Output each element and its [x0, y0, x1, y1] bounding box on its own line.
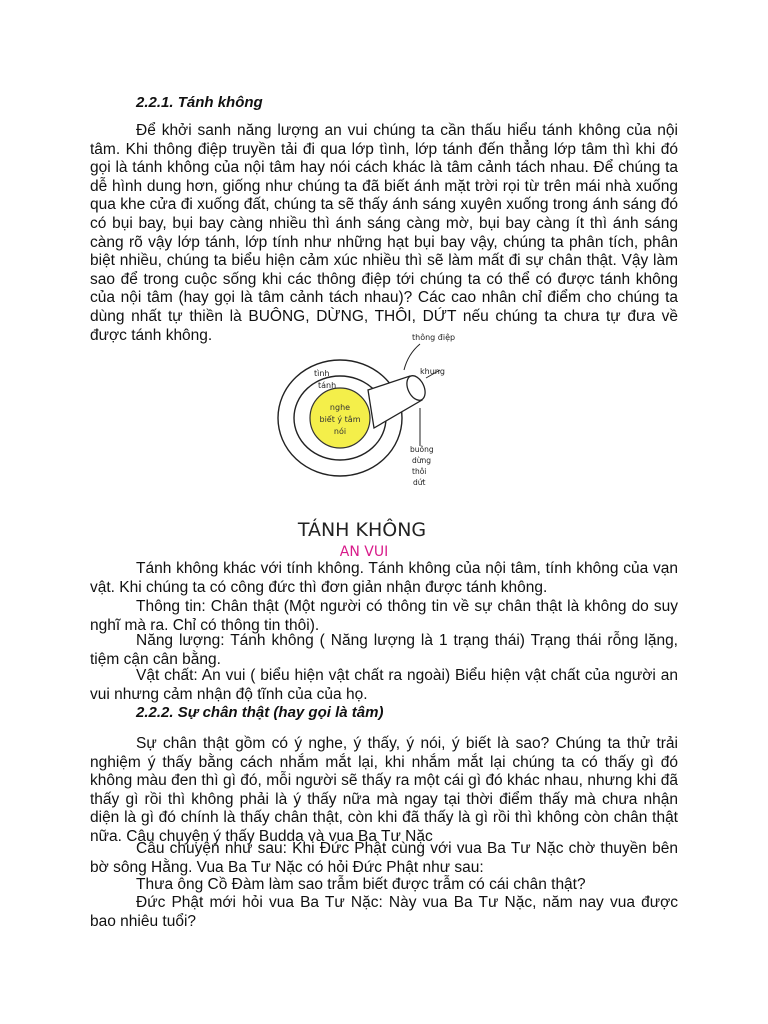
label-nghe: nghe — [329, 403, 351, 412]
label-thoi: thôi — [412, 467, 427, 476]
tanh-khong-diagram — [270, 318, 456, 568]
section-heading-tanh-khong: 2.2.1. Tánh không — [136, 94, 263, 111]
paragraph-duc-phat: Đức Phật mới hỏi vua Ba Tư Nặc: Này vua Ba Tư Nặc, năm nay vua được bao nhiêu tuổi? — [90, 894, 678, 930]
figure-title: TÁNH KHÔNG — [297, 519, 427, 541]
paragraph-thong-tin: Thông tin: Chân thật (Một người có thông tin về sự chân thật là không do suy nghĩ mà ra. Chỉ có thông tin thôi). — [90, 598, 678, 634]
label-thong-diep: thông điệp — [412, 333, 456, 342]
paragraph-cau-chuyen: Câu chuyện như sau: Khi Đức Phật cùng với vua Ba Tư Nặc chờ thuyền bên bờ sông Hằng. Vua Ba Tư Nặc có hỏi Đức Phật như sau: — [90, 840, 678, 876]
paragraph-thua-ong: Thưa ông Cồ Đàm làm sao trẫm biết được trẫm có cái chân thật? — [136, 876, 586, 893]
label-dut: dứt — [413, 478, 426, 487]
paragraph-tanh-khong-khac: Tánh không khác với tính không. Tánh không của nội tâm, tính không của vạn vật. Khi chúng ta có công đức thì đơn giản nhận được tánh không. — [90, 560, 678, 596]
paragraph-vat-chat: Vật chất: An vui ( biểu hiện vật chất ra ngoài) Biểu hiện vật chất của người an vui nhưng cảm nhận độ tĩnh của của họ. — [90, 667, 678, 703]
section-heading-su-chan-that: 2.2.2. Sự chân thật (hay gọi là tâm) — [136, 704, 384, 721]
paragraph-su-chan-that: Sự chân thật gồm có ý nghe, ý thấy, ý nói, ý biết là sao? Chúng ta thử trải nghiệm ý thấy bằng cách nhắm mắt lại, khi nhắm mắt lại chúng ta có thấy gì đó không màu đen thì gì đó, mỗi người sẽ thấy ra một cái gì đó khác nhau, nhưng khi đã thấy gì rồi thì không phải là ý thấy nữa mà ngay tại thời điểm thấy mà chưa nhận diện là gì đó chính là thấy chân thật, còn khi đã thấy là gì rồi thì không còn chân thật nữa. Câu chuyện ý thấy Budda và vua Ba Tư Nặc — [90, 735, 678, 845]
label-biet-y-tam: biết ý tâm — [319, 415, 361, 424]
label-tanh: tánh — [318, 381, 337, 390]
label-khung: khung — [420, 367, 445, 376]
label-noi: nói — [333, 427, 347, 436]
label-tinh: tình — [314, 369, 330, 378]
figure-subtitle: AN VUI — [339, 544, 389, 560]
paragraph-intro: Để khởi sanh năng lượng an vui chúng ta cần thấu hiểu tánh không của nội tâm. Khi thông điệp truyền tải đi qua lớp tình, lớp tánh đến thẳng lớp tâm thì khi đó gọi là tánh không của nội tâm hay nói cách khác là tâm cảnh tách nhau. Để chúng ta dễ hình dung hơn, giống như chúng ta đã biết ánh mặt trời rọi từ trên mái nhà xuống qua khe cửa đi xuống đất, chúng ta sẽ thấy ánh sáng xuyên xuống trong ánh sáng đó có bụi bay, bụi bay càng nhiều thì ánh sáng càng mờ, bụi bay càng ít thì ánh sáng càng rõ vậy lớp tánh, lớp tính như những hạt bụi bay vậy, chúng ta phân tích, phân biệt nhiều, chúng ta biểu hiện cảm xúc nhiều thì sẽ làm mất đi sự chân thật. Vậy làm sao để trong cuộc sống khi các thông điệp tới chúng ta có thể có được tánh không của nội tâm (hay gọi là tâm cảnh tách nhau)? Các cao nhân chỉ điểm cho chúng ta dùng nhất tự thiền là BUÔNG, DỪNG, THÔI, DỨT nếu chúng ta chưa tự đưa về được tánh không. — [90, 122, 678, 344]
label-dung: dừng — [412, 456, 432, 465]
label-buong: buông — [410, 445, 434, 454]
paragraph-nang-luong: Năng lượng: Tánh không ( Năng lượng là 1 trạng thái) Trạng thái rỗng lặng, tiệm cận cân bằng. — [90, 632, 678, 668]
